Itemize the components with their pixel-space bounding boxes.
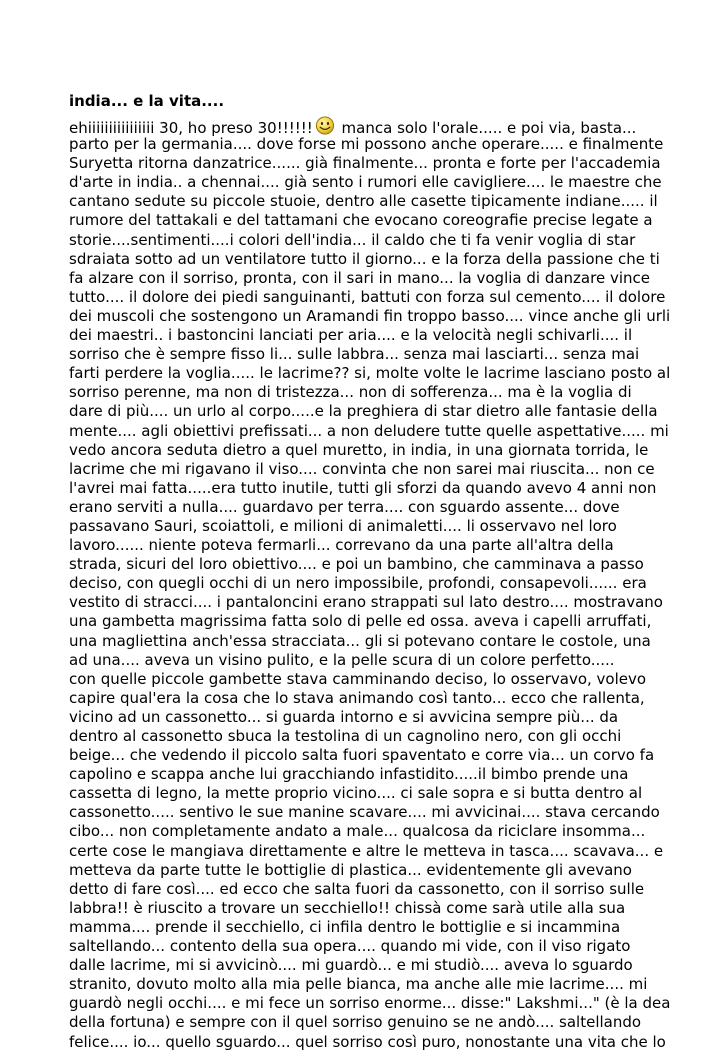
body-line-4: d'arte in india.. a chennai.... già sento i rumori elle cavigliere.... le maestre che (69, 173, 662, 192)
body-line-40: metteva da parte tutte le bottiglie di plastica... evidentemente gli avevano (69, 860, 632, 879)
body-line-26: vestito di stracci.... i pantaloncini erano strappati sul lato destro.... mostravano (69, 593, 663, 612)
body-line-16: dare di più.... un urlo al corpo.....e la preghiera di star dietro alle fantasie della (69, 402, 658, 421)
body-line-27: una gambetta magrissima fatta solo di pelle ed ossa. aveva i capelli arruffati, (69, 612, 652, 631)
body-line-48: della fortuna) e sempre con il quel sorriso genuino se ne andò.... saltellando (69, 1013, 642, 1032)
body-line-9: fa alzare con il sorriso, pronta, con il sari in mano... la voglia di danzare vince (69, 268, 650, 287)
body-line-3: Suryetta ritorna danzatrice...... già finalmente... pronta e forte per l'accademia (69, 154, 661, 173)
body-line-30: con quelle piccole gambette stava camminando deciso, lo osservavo, volevo (69, 669, 647, 688)
body-line-5: cantano sedute su piccole stuoie, dentro alle casette tipicamente indiane..... il (69, 192, 658, 211)
body-line-18: vedo ancora seduta dietro a quel muretto, in india, in una giornata torrida, le (69, 440, 649, 459)
body-line-1-start: ehiiiiiiiiiiiiiiii 30, ho preso 30!!!!!! (69, 119, 313, 137)
smiley-face-icon (315, 116, 335, 135)
body-line-23: lavoro...... niente poteva fermarli... correvano da una parte all'altra della (69, 536, 614, 555)
body-line-12: dei maestri.. i bastoncini lanciati per aria.... e la velocità negli schivarli.... il (69, 326, 633, 345)
body-line-44: saltellando... contento della sua opera.... quando mi vide, con il viso rigato (69, 937, 631, 956)
body-line-6: rumore del tattakali e del tattamani che evocano coreografie precise legate a (69, 211, 653, 230)
body-line-25: deciso, con quegli occhi di un nero impossibile, profondi, consapevoli...... era (69, 574, 647, 593)
post-title: india... e la vita.... (69, 92, 225, 110)
body-line-2: parto per la germania.... dove forse mi possono anche operare..... e finalmente (69, 135, 664, 154)
body-line-31: capire qual'era la cosa che lo stava animando così tanto... ecco che rallenta, (69, 688, 645, 707)
body-line-42: labbra!! è riuscito a trovare un secchiello!! chissà come sarà utile alla sua (69, 898, 626, 917)
body-line-17: mente.... agli obiettivi prefissati... a non deludere tutte quelle aspettative..... mi (69, 421, 669, 440)
body-line-14: farti perdere la voglia..... le lacrime?? si, molte volte le lacrime lasciano posto al (69, 364, 671, 383)
body-line-49: felice.... io... quello sguardo... quel sorriso così puro, nonostante una vita che lo (69, 1032, 666, 1051)
body-line-45: dalle lacrime, mi si avvicinò.... mi guardò... e mi studiò.... aveva lo sguardo (69, 956, 633, 975)
body-line-22: passavano Sauri, scoiattoli, e milioni di animaletti.... li osservavo nel loro (69, 516, 617, 535)
body-line-24: strada, sicuri del loro obiettivo.... e poi un bambino, che camminava a passo (69, 555, 644, 574)
body-line-29: ad una.... aveva un visino pulito, e la pelle scura di un colore perfetto..... (69, 650, 615, 669)
body-line-36: cassetta di legno, la mette proprio vicino.... ci sale sopra e si butta dentro al (69, 784, 643, 803)
body-line-11: dei muscoli che sostengono un Aramandi fin troppo basso.... vince anche gli urli (69, 306, 671, 325)
body-line-35: capolino e scappa anche lui gracchiando infastidito.....il bimbo prende una (69, 765, 629, 784)
body-line-7: storie....sentimenti....i colori dell'india... il caldo che ti fa venir voglia di star (69, 230, 636, 249)
body-line-34: beige... che vedendo il piccolo salta fuori spaventato e corre via... un corvo fa (69, 746, 655, 765)
body-line-43: mamma.... prende il secchiello, ci infila dentro le bottiglie e si incammina (69, 917, 621, 936)
body-line-8: sdraiata sotto ad un ventilatore tutto il giorno... e la forza della passione che ti (69, 249, 660, 268)
body-lines (69, 135, 669, 1052)
body-line-21: erano serviti a nulla.... guardavo per terra.... con sguardo assente... dove (69, 497, 620, 516)
body-line-39: certe cose le mangiava direttamente e altre le metteva in tasca.... scavava... e (69, 841, 664, 860)
body-line-33: dentro al cassonetto sbuca la testolina di un cagnolino nero, con gli occhi (69, 727, 622, 745)
body-line-20: l'avrei mai fatta.....era tutto inutile, tutti gli sforzi da quando avevo 4 anni non (69, 478, 657, 497)
body-line-41: detto di fare così.... ed ecco che salta fuori da cassonetto, con il sorriso sulle (69, 879, 645, 898)
body-line-47: guardò negli occhi.... e mi fece un sorriso enorme... disse:" Lakshmi..." (è la dea (69, 994, 671, 1013)
body-line-1 (69, 116, 669, 135)
body-line-1-end: manca solo l'orale..... e poi via, basta... (336, 119, 637, 137)
body-line-15: sorriso perenne, ma non di tristezza... non di sofferenza... ma è la voglia di (69, 383, 632, 402)
body-line-32: vicino ad un cassonetto... si guarda intorno e si avvicina sempre più... da (69, 707, 619, 726)
body-line-46: stranito, dovuto molto alla mia pelle bianca, ma anche alle mie lacrime.... mi (69, 975, 648, 994)
post-body (69, 116, 669, 1052)
body-line-37: cassonetto..... sentivo le sue manine scavare.... mi avvicinai.... stava cercando (69, 803, 660, 822)
body-line-28: una magliettina anch'essa stracciata... gli si potevano contare le costole, una (69, 631, 651, 650)
body-line-19: lacrime che mi rigavano il viso.... convinta che non sarei mai riuscita... non ce (69, 459, 655, 478)
body-line-13: sorriso che è sempre fisso li... sulle labbra... senza mai lasciarti... senza mai (69, 345, 640, 364)
body-line-10: tutto.... il dolore dei piedi sanguinanti, battuti con forza sul cemento.... il dolore (69, 287, 666, 306)
body-line-38: cibo... non completamente andato a male... qualcosa da riciclare insomma... (69, 822, 646, 841)
